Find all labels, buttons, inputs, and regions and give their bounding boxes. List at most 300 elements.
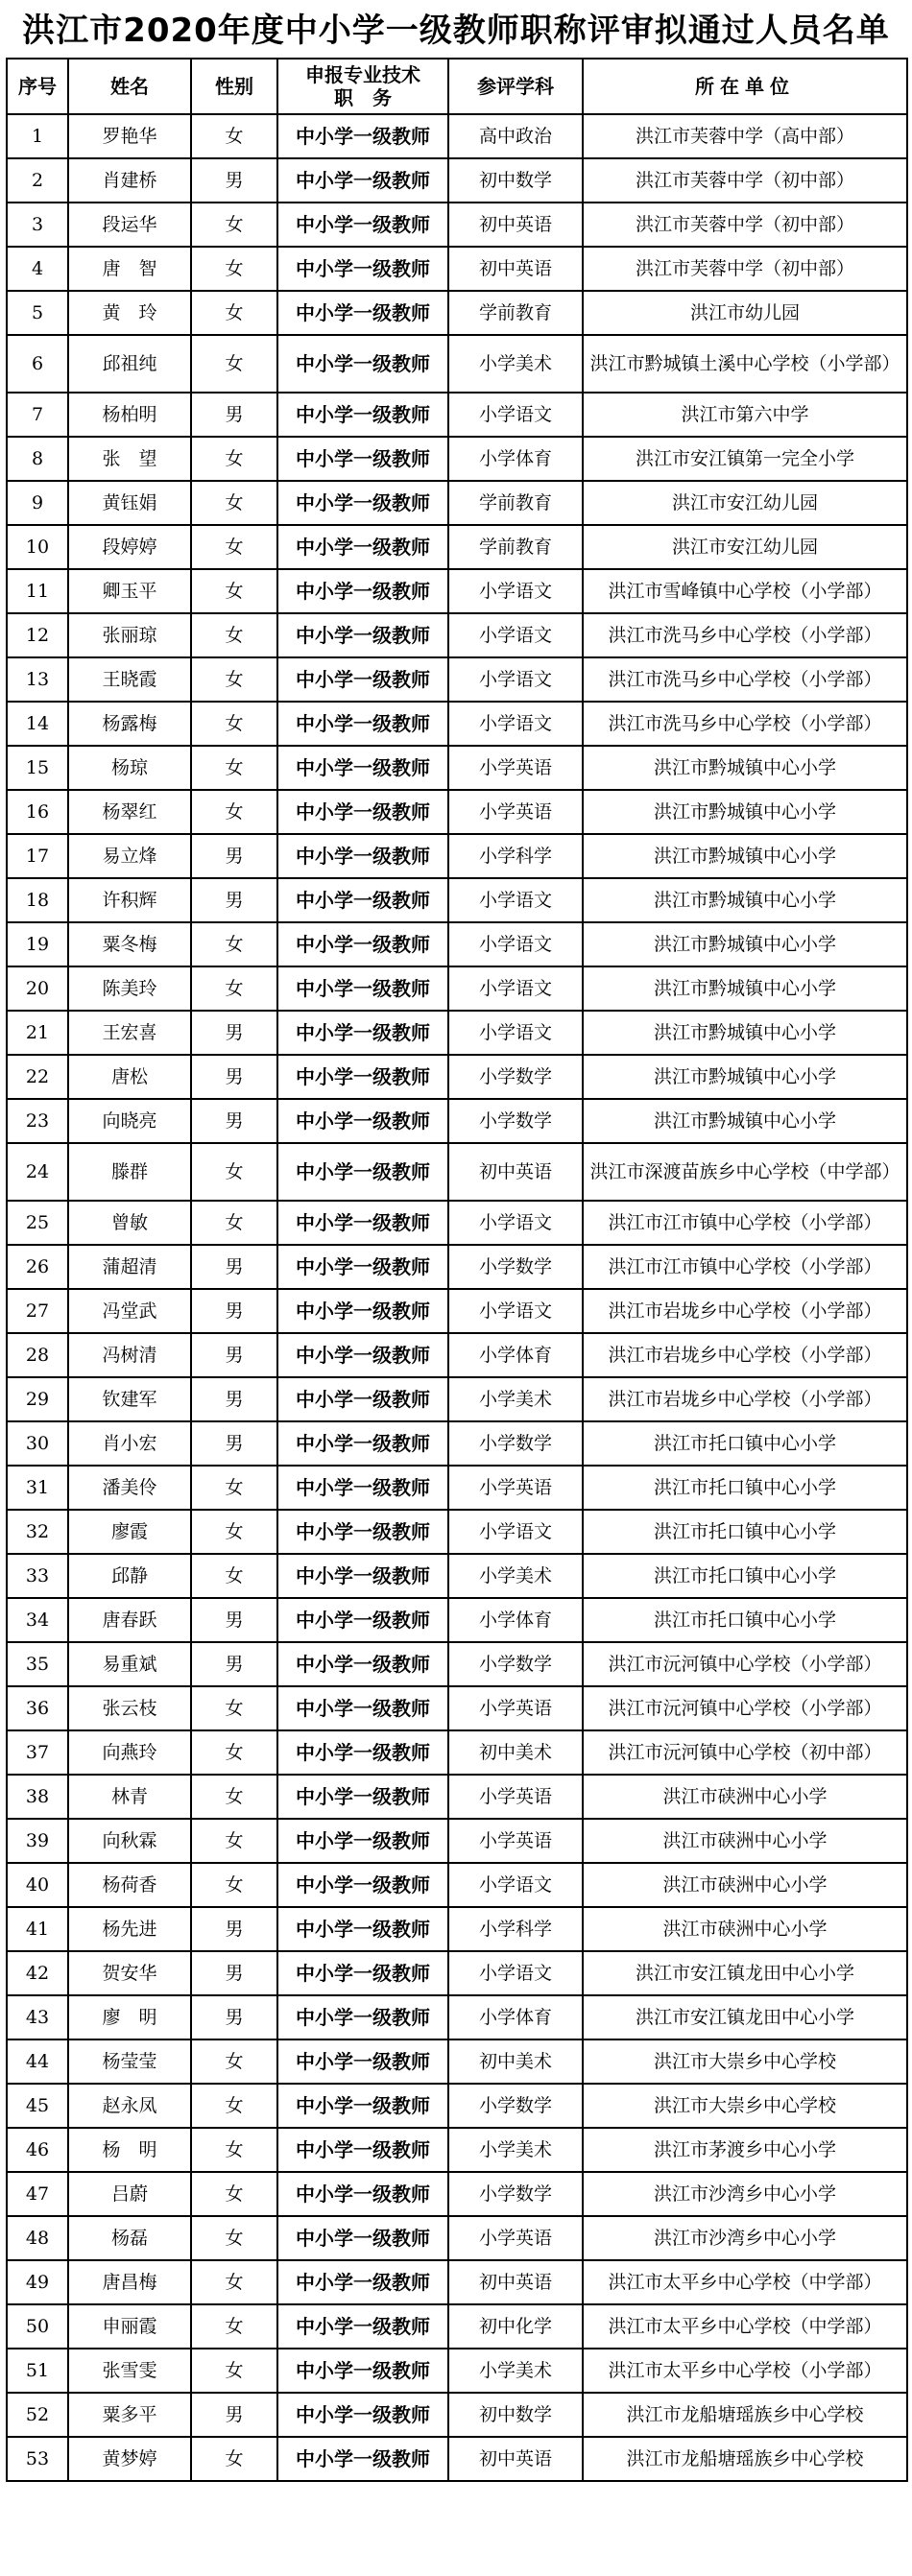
header-title-line1: 申报专业技术 bbox=[305, 63, 420, 86]
table-row bbox=[7, 746, 907, 790]
work-unit-cell: 洪江市托口镇中心小学 bbox=[583, 1510, 907, 1554]
subject-cell: 初中英语 bbox=[448, 2437, 583, 2481]
table-row bbox=[7, 481, 907, 525]
subject-cell: 小学数学 bbox=[448, 1245, 583, 1289]
row-number-cell: 2 bbox=[7, 158, 68, 203]
row-number-cell: 42 bbox=[7, 1951, 68, 1995]
applied-title-cell: 中小学一级教师 bbox=[277, 1907, 448, 1951]
gender-cell: 男 bbox=[191, 158, 277, 203]
gender-cell: 女 bbox=[191, 2260, 277, 2304]
gender-cell: 男 bbox=[191, 1055, 277, 1099]
applied-title-cell: 中小学一级教师 bbox=[277, 922, 448, 966]
table-row bbox=[7, 203, 907, 247]
person-name-cell: 黄梦婷 bbox=[68, 2437, 191, 2481]
table-row bbox=[7, 1201, 907, 1245]
applied-title-cell: 中小学一级教师 bbox=[277, 335, 448, 393]
row-number-cell: 1 bbox=[7, 114, 68, 158]
subject-cell: 小学语文 bbox=[448, 1011, 583, 1055]
table-row bbox=[7, 2039, 907, 2084]
row-number-cell: 15 bbox=[7, 746, 68, 790]
subject-cell: 小学语文 bbox=[448, 1863, 583, 1907]
gender-cell: 女 bbox=[191, 790, 277, 834]
personnel-table bbox=[6, 58, 908, 2482]
person-name-cell: 杨磊 bbox=[68, 2216, 191, 2260]
table-row bbox=[7, 2304, 907, 2349]
table-row bbox=[7, 1377, 907, 1421]
table-row bbox=[7, 1011, 907, 1055]
person-name-cell: 肖小宏 bbox=[68, 1421, 191, 1466]
applied-title-cell: 中小学一级教师 bbox=[277, 1421, 448, 1466]
header-name: 姓名 bbox=[68, 59, 191, 114]
table-row bbox=[7, 966, 907, 1011]
row-number-cell: 20 bbox=[7, 966, 68, 1011]
table-row bbox=[7, 114, 907, 158]
work-unit-cell: 洪江市洗马乡中心学校（小学部） bbox=[583, 613, 907, 657]
row-number-cell: 25 bbox=[7, 1201, 68, 1245]
subject-cell: 小学美术 bbox=[448, 335, 583, 393]
row-number-cell: 13 bbox=[7, 657, 68, 702]
applied-title-cell: 中小学一级教师 bbox=[277, 1055, 448, 1099]
gender-cell: 女 bbox=[191, 966, 277, 1011]
applied-title-cell: 中小学一级教师 bbox=[277, 1377, 448, 1421]
work-unit-cell: 洪江市安江镇第一完全小学 bbox=[583, 437, 907, 481]
person-name-cell: 张丽琼 bbox=[68, 613, 191, 657]
person-name-cell: 粟多平 bbox=[68, 2393, 191, 2437]
gender-cell: 男 bbox=[191, 1377, 277, 1421]
gender-cell: 男 bbox=[191, 1995, 277, 2039]
work-unit-cell: 洪江市安江镇龙田中心小学 bbox=[583, 1995, 907, 2039]
person-name-cell: 潘美伶 bbox=[68, 1466, 191, 1510]
table-row bbox=[7, 834, 907, 878]
subject-cell: 初中英语 bbox=[448, 1143, 583, 1201]
work-unit-cell: 洪江市大崇乡中心学校 bbox=[583, 2039, 907, 2084]
row-number-cell: 21 bbox=[7, 1011, 68, 1055]
row-number-cell: 6 bbox=[7, 335, 68, 393]
subject-cell: 小学语文 bbox=[448, 878, 583, 922]
gender-cell: 女 bbox=[191, 1686, 277, 1730]
table-row bbox=[7, 1466, 907, 1510]
person-name-cell: 段运华 bbox=[68, 203, 191, 247]
subject-cell: 小学语文 bbox=[448, 569, 583, 613]
person-name-cell: 黄 玲 bbox=[68, 291, 191, 335]
gender-cell: 女 bbox=[191, 657, 277, 702]
applied-title-cell: 中小学一级教师 bbox=[277, 393, 448, 437]
work-unit-cell: 洪江市沙湾乡中心小学 bbox=[583, 2216, 907, 2260]
work-unit-cell: 洪江市黔城镇中心小学 bbox=[583, 790, 907, 834]
gender-cell: 女 bbox=[191, 525, 277, 569]
table-row bbox=[7, 1598, 907, 1642]
gender-cell: 男 bbox=[191, 1289, 277, 1333]
subject-cell: 初中英语 bbox=[448, 247, 583, 291]
person-name-cell: 钦建军 bbox=[68, 1377, 191, 1421]
gender-cell: 女 bbox=[191, 1730, 277, 1775]
table-row bbox=[7, 922, 907, 966]
table-row bbox=[7, 2084, 907, 2128]
row-number-cell: 35 bbox=[7, 1642, 68, 1686]
applied-title-cell: 中小学一级教师 bbox=[277, 1554, 448, 1598]
table-row bbox=[7, 247, 907, 291]
row-number-cell: 14 bbox=[7, 702, 68, 746]
row-number-cell: 28 bbox=[7, 1333, 68, 1377]
work-unit-cell: 洪江市龙船塘瑶族乡中心学校 bbox=[583, 2393, 907, 2437]
table-row bbox=[7, 437, 907, 481]
gender-cell: 男 bbox=[191, 878, 277, 922]
gender-cell: 女 bbox=[191, 1554, 277, 1598]
work-unit-cell: 洪江市岩垅乡中心学校（小学部） bbox=[583, 1333, 907, 1377]
work-unit-cell: 洪江市幼儿园 bbox=[583, 291, 907, 335]
applied-title-cell: 中小学一级教师 bbox=[277, 291, 448, 335]
applied-title-cell: 中小学一级教师 bbox=[277, 1995, 448, 2039]
person-name-cell: 吕蔚 bbox=[68, 2172, 191, 2216]
work-unit-cell: 洪江市托口镇中心小学 bbox=[583, 1598, 907, 1642]
row-number-cell: 8 bbox=[7, 437, 68, 481]
applied-title-cell: 中小学一级教师 bbox=[277, 1642, 448, 1686]
person-name-cell: 向秋霖 bbox=[68, 1819, 191, 1863]
gender-cell: 女 bbox=[191, 2437, 277, 2481]
row-number-cell: 37 bbox=[7, 1730, 68, 1775]
row-number-cell: 9 bbox=[7, 481, 68, 525]
applied-title-cell: 中小学一级教师 bbox=[277, 203, 448, 247]
header-seq: 序号 bbox=[7, 59, 68, 114]
gender-cell: 男 bbox=[191, 2393, 277, 2437]
table-row bbox=[7, 1510, 907, 1554]
gender-cell: 女 bbox=[191, 1466, 277, 1510]
subject-cell: 小学英语 bbox=[448, 790, 583, 834]
work-unit-cell: 洪江市托口镇中心小学 bbox=[583, 1421, 907, 1466]
row-number-cell: 50 bbox=[7, 2304, 68, 2349]
header-title-line2: 职 务 bbox=[334, 86, 392, 109]
gender-cell: 女 bbox=[191, 335, 277, 393]
gender-cell: 女 bbox=[191, 203, 277, 247]
subject-cell: 小学数学 bbox=[448, 2172, 583, 2216]
gender-cell: 男 bbox=[191, 1011, 277, 1055]
gender-cell: 女 bbox=[191, 291, 277, 335]
gender-cell: 女 bbox=[191, 247, 277, 291]
applied-title-cell: 中小学一级教师 bbox=[277, 1951, 448, 1995]
work-unit-cell: 洪江市第六中学 bbox=[583, 393, 907, 437]
work-unit-cell: 洪江市太平乡中心学校（中学部） bbox=[583, 2260, 907, 2304]
person-name-cell: 杨柏明 bbox=[68, 393, 191, 437]
gender-cell: 女 bbox=[191, 613, 277, 657]
person-name-cell: 曾敏 bbox=[68, 1201, 191, 1245]
subject-cell: 小学英语 bbox=[448, 1819, 583, 1863]
subject-cell: 小学语文 bbox=[448, 966, 583, 1011]
person-name-cell: 王宏喜 bbox=[68, 1011, 191, 1055]
applied-title-cell: 中小学一级教师 bbox=[277, 746, 448, 790]
table-row bbox=[7, 1819, 907, 1863]
row-number-cell: 5 bbox=[7, 291, 68, 335]
row-number-cell: 33 bbox=[7, 1554, 68, 1598]
work-unit-cell: 洪江市安江幼儿园 bbox=[583, 481, 907, 525]
work-unit-cell: 洪江市安江幼儿园 bbox=[583, 525, 907, 569]
applied-title-cell: 中小学一级教师 bbox=[277, 1011, 448, 1055]
table-row bbox=[7, 1642, 907, 1686]
person-name-cell: 向燕玲 bbox=[68, 1730, 191, 1775]
gender-cell: 男 bbox=[191, 834, 277, 878]
work-unit-cell: 洪江市沙湾乡中心小学 bbox=[583, 2172, 907, 2216]
row-number-cell: 12 bbox=[7, 613, 68, 657]
table-row bbox=[7, 1775, 907, 1819]
table-row bbox=[7, 2216, 907, 2260]
row-number-cell: 39 bbox=[7, 1819, 68, 1863]
table-row bbox=[7, 2393, 907, 2437]
person-name-cell: 贺安华 bbox=[68, 1951, 191, 1995]
work-unit-cell: 洪江市黔城镇中心小学 bbox=[583, 834, 907, 878]
row-number-cell: 3 bbox=[7, 203, 68, 247]
work-unit-cell: 洪江市茅渡乡中心小学 bbox=[583, 2128, 907, 2172]
work-unit-cell: 洪江市黔城镇中心小学 bbox=[583, 1099, 907, 1143]
subject-cell: 小学语文 bbox=[448, 613, 583, 657]
applied-title-cell: 中小学一级教师 bbox=[277, 2304, 448, 2349]
person-name-cell: 陈美玲 bbox=[68, 966, 191, 1011]
table-row bbox=[7, 1730, 907, 1775]
subject-cell: 小学英语 bbox=[448, 1466, 583, 1510]
applied-title-cell: 中小学一级教师 bbox=[277, 2216, 448, 2260]
subject-cell: 小学语文 bbox=[448, 922, 583, 966]
gender-cell: 男 bbox=[191, 1099, 277, 1143]
subject-cell: 小学语文 bbox=[448, 1951, 583, 1995]
gender-cell: 女 bbox=[191, 1863, 277, 1907]
subject-cell: 高中政治 bbox=[448, 114, 583, 158]
applied-title-cell: 中小学一级教师 bbox=[277, 1510, 448, 1554]
person-name-cell: 林青 bbox=[68, 1775, 191, 1819]
table-row bbox=[7, 702, 907, 746]
applied-title-cell: 中小学一级教师 bbox=[277, 1099, 448, 1143]
person-name-cell: 杨翠红 bbox=[68, 790, 191, 834]
table-row bbox=[7, 1333, 907, 1377]
applied-title-cell: 中小学一级教师 bbox=[277, 966, 448, 1011]
row-number-cell: 29 bbox=[7, 1377, 68, 1421]
subject-cell: 小学数学 bbox=[448, 1099, 583, 1143]
row-number-cell: 31 bbox=[7, 1466, 68, 1510]
header-title bbox=[277, 59, 448, 114]
work-unit-cell: 洪江市太平乡中心学校（中学部） bbox=[583, 2304, 907, 2349]
work-unit-cell: 洪江市大崇乡中心学校 bbox=[583, 2084, 907, 2128]
person-name-cell: 粟冬梅 bbox=[68, 922, 191, 966]
work-unit-cell: 洪江市硖洲中心小学 bbox=[583, 1819, 907, 1863]
work-unit-cell: 洪江市岩垅乡中心学校（小学部） bbox=[583, 1289, 907, 1333]
subject-cell: 小学语文 bbox=[448, 1201, 583, 1245]
row-number-cell: 30 bbox=[7, 1421, 68, 1466]
work-unit-cell: 洪江市托口镇中心小学 bbox=[583, 1554, 907, 1598]
subject-cell: 小学语文 bbox=[448, 1510, 583, 1554]
person-name-cell: 冯堂武 bbox=[68, 1289, 191, 1333]
person-name-cell: 滕群 bbox=[68, 1143, 191, 1201]
header-subject: 参评学科 bbox=[448, 59, 583, 114]
table-row bbox=[7, 1143, 907, 1201]
row-number-cell: 46 bbox=[7, 2128, 68, 2172]
applied-title-cell: 中小学一级教师 bbox=[277, 1333, 448, 1377]
table-row bbox=[7, 525, 907, 569]
table-row bbox=[7, 1055, 907, 1099]
row-number-cell: 16 bbox=[7, 790, 68, 834]
person-name-cell: 张 望 bbox=[68, 437, 191, 481]
table-row bbox=[7, 1686, 907, 1730]
person-name-cell: 冯树清 bbox=[68, 1333, 191, 1377]
row-number-cell: 27 bbox=[7, 1289, 68, 1333]
person-name-cell: 蒲超清 bbox=[68, 1245, 191, 1289]
gender-cell: 女 bbox=[191, 1201, 277, 1245]
applied-title-cell: 中小学一级教师 bbox=[277, 1143, 448, 1201]
subject-cell: 小学美术 bbox=[448, 2349, 583, 2393]
applied-title-cell: 中小学一级教师 bbox=[277, 525, 448, 569]
person-name-cell: 杨先进 bbox=[68, 1907, 191, 1951]
subject-cell: 小学美术 bbox=[448, 1377, 583, 1421]
subject-cell: 小学科学 bbox=[448, 1907, 583, 1951]
subject-cell: 学前教育 bbox=[448, 291, 583, 335]
applied-title-cell: 中小学一级教师 bbox=[277, 1466, 448, 1510]
person-name-cell: 肖建桥 bbox=[68, 158, 191, 203]
gender-cell: 女 bbox=[191, 746, 277, 790]
subject-cell: 初中美术 bbox=[448, 1730, 583, 1775]
work-unit-cell: 洪江市雪峰镇中心学校（小学部） bbox=[583, 569, 907, 613]
table-row bbox=[7, 878, 907, 922]
row-number-cell: 32 bbox=[7, 1510, 68, 1554]
work-unit-cell: 洪江市黔城镇中心小学 bbox=[583, 966, 907, 1011]
work-unit-cell: 洪江市岩垅乡中心学校（小学部） bbox=[583, 1377, 907, 1421]
applied-title-cell: 中小学一级教师 bbox=[277, 1730, 448, 1775]
subject-cell: 学前教育 bbox=[448, 525, 583, 569]
subject-cell: 初中英语 bbox=[448, 2260, 583, 2304]
gender-cell: 女 bbox=[191, 437, 277, 481]
person-name-cell: 申丽霞 bbox=[68, 2304, 191, 2349]
gender-cell: 女 bbox=[191, 922, 277, 966]
gender-cell: 男 bbox=[191, 1951, 277, 1995]
gender-cell: 女 bbox=[191, 2349, 277, 2393]
person-name-cell: 卿玉平 bbox=[68, 569, 191, 613]
work-unit-cell: 洪江市黔城镇中心小学 bbox=[583, 878, 907, 922]
row-number-cell: 47 bbox=[7, 2172, 68, 2216]
subject-cell: 小学数学 bbox=[448, 1055, 583, 1099]
work-unit-cell: 洪江市洗马乡中心学校（小学部） bbox=[583, 702, 907, 746]
person-name-cell: 邱祖纯 bbox=[68, 335, 191, 393]
person-name-cell: 廖 明 bbox=[68, 1995, 191, 2039]
applied-title-cell: 中小学一级教师 bbox=[277, 790, 448, 834]
subject-cell: 小学英语 bbox=[448, 1686, 583, 1730]
applied-title-cell: 中小学一级教师 bbox=[277, 1245, 448, 1289]
subject-cell: 小学美术 bbox=[448, 1554, 583, 1598]
subject-cell: 小学数学 bbox=[448, 1421, 583, 1466]
row-number-cell: 10 bbox=[7, 525, 68, 569]
person-name-cell: 杨 明 bbox=[68, 2128, 191, 2172]
gender-cell: 男 bbox=[191, 1421, 277, 1466]
table-row bbox=[7, 2128, 907, 2172]
subject-cell: 小学科学 bbox=[448, 834, 583, 878]
row-number-cell: 43 bbox=[7, 1995, 68, 2039]
table-row bbox=[7, 291, 907, 335]
gender-cell: 女 bbox=[191, 114, 277, 158]
table-row bbox=[7, 569, 907, 613]
work-unit-cell: 洪江市洗马乡中心学校（小学部） bbox=[583, 657, 907, 702]
subject-cell: 小学英语 bbox=[448, 1775, 583, 1819]
applied-title-cell: 中小学一级教师 bbox=[277, 1289, 448, 1333]
work-unit-cell: 洪江市沅河镇中心学校（小学部） bbox=[583, 1642, 907, 1686]
subject-cell: 小学体育 bbox=[448, 1333, 583, 1377]
row-number-cell: 51 bbox=[7, 2349, 68, 2393]
person-name-cell: 唐松 bbox=[68, 1055, 191, 1099]
applied-title-cell: 中小学一级教师 bbox=[277, 2260, 448, 2304]
row-number-cell: 45 bbox=[7, 2084, 68, 2128]
work-unit-cell: 洪江市芙蓉中学（高中部） bbox=[583, 114, 907, 158]
gender-cell: 女 bbox=[191, 2084, 277, 2128]
subject-cell: 小学数学 bbox=[448, 1642, 583, 1686]
applied-title-cell: 中小学一级教师 bbox=[277, 481, 448, 525]
table-row bbox=[7, 393, 907, 437]
applied-title-cell: 中小学一级教师 bbox=[277, 613, 448, 657]
table-row bbox=[7, 158, 907, 203]
subject-cell: 小学体育 bbox=[448, 437, 583, 481]
row-number-cell: 38 bbox=[7, 1775, 68, 1819]
work-unit-cell: 洪江市深渡苗族乡中心学校（中学部） bbox=[583, 1143, 907, 1201]
subject-cell: 学前教育 bbox=[448, 481, 583, 525]
work-unit-cell: 洪江市沅河镇中心学校（初中部） bbox=[583, 1730, 907, 1775]
work-unit-cell: 洪江市黔城镇土溪中心学校（小学部） bbox=[583, 335, 907, 393]
subject-cell: 小学语文 bbox=[448, 702, 583, 746]
work-unit-cell: 洪江市沅河镇中心学校（小学部） bbox=[583, 1686, 907, 1730]
applied-title-cell: 中小学一级教师 bbox=[277, 2084, 448, 2128]
gender-cell: 女 bbox=[191, 2304, 277, 2349]
subject-cell: 初中化学 bbox=[448, 2304, 583, 2349]
applied-title-cell: 中小学一级教师 bbox=[277, 1201, 448, 1245]
subject-cell: 初中数学 bbox=[448, 158, 583, 203]
gender-cell: 男 bbox=[191, 1598, 277, 1642]
person-name-cell: 唐昌梅 bbox=[68, 2260, 191, 2304]
table-row bbox=[7, 1099, 907, 1143]
gender-cell: 男 bbox=[191, 1333, 277, 1377]
work-unit-cell: 洪江市黔城镇中心小学 bbox=[583, 922, 907, 966]
gender-cell: 女 bbox=[191, 702, 277, 746]
applied-title-cell: 中小学一级教师 bbox=[277, 2039, 448, 2084]
work-unit-cell: 洪江市硖洲中心小学 bbox=[583, 1863, 907, 1907]
gender-cell: 女 bbox=[191, 1819, 277, 1863]
table-row bbox=[7, 613, 907, 657]
gender-cell: 男 bbox=[191, 1907, 277, 1951]
work-unit-cell: 洪江市硖洲中心小学 bbox=[583, 1775, 907, 1819]
applied-title-cell: 中小学一级教师 bbox=[277, 2437, 448, 2481]
gender-cell: 女 bbox=[191, 2172, 277, 2216]
table-row bbox=[7, 1554, 907, 1598]
row-number-cell: 48 bbox=[7, 2216, 68, 2260]
row-number-cell: 22 bbox=[7, 1055, 68, 1099]
row-number-cell: 26 bbox=[7, 1245, 68, 1289]
applied-title-cell: 中小学一级教师 bbox=[277, 1863, 448, 1907]
row-number-cell: 23 bbox=[7, 1099, 68, 1143]
row-number-cell: 17 bbox=[7, 834, 68, 878]
applied-title-cell: 中小学一级教师 bbox=[277, 247, 448, 291]
table-row bbox=[7, 1289, 907, 1333]
row-number-cell: 19 bbox=[7, 922, 68, 966]
applied-title-cell: 中小学一级教师 bbox=[277, 657, 448, 702]
table-row bbox=[7, 790, 907, 834]
table-row bbox=[7, 1995, 907, 2039]
row-number-cell: 36 bbox=[7, 1686, 68, 1730]
subject-cell: 小学美术 bbox=[448, 2128, 583, 2172]
work-unit-cell: 洪江市黔城镇中心小学 bbox=[583, 1055, 907, 1099]
person-name-cell: 唐春跃 bbox=[68, 1598, 191, 1642]
row-number-cell: 41 bbox=[7, 1907, 68, 1951]
subject-cell: 初中数学 bbox=[448, 2393, 583, 2437]
person-name-cell: 张雪雯 bbox=[68, 2349, 191, 2393]
work-unit-cell: 洪江市江市镇中心学校（小学部） bbox=[583, 1245, 907, 1289]
applied-title-cell: 中小学一级教师 bbox=[277, 2349, 448, 2393]
work-unit-cell: 洪江市托口镇中心小学 bbox=[583, 1466, 907, 1510]
row-number-cell: 49 bbox=[7, 2260, 68, 2304]
work-unit-cell: 洪江市黔城镇中心小学 bbox=[583, 746, 907, 790]
person-name-cell: 唐 智 bbox=[68, 247, 191, 291]
applied-title-cell: 中小学一级教师 bbox=[277, 1686, 448, 1730]
gender-cell: 女 bbox=[191, 1775, 277, 1819]
person-name-cell: 廖霞 bbox=[68, 1510, 191, 1554]
